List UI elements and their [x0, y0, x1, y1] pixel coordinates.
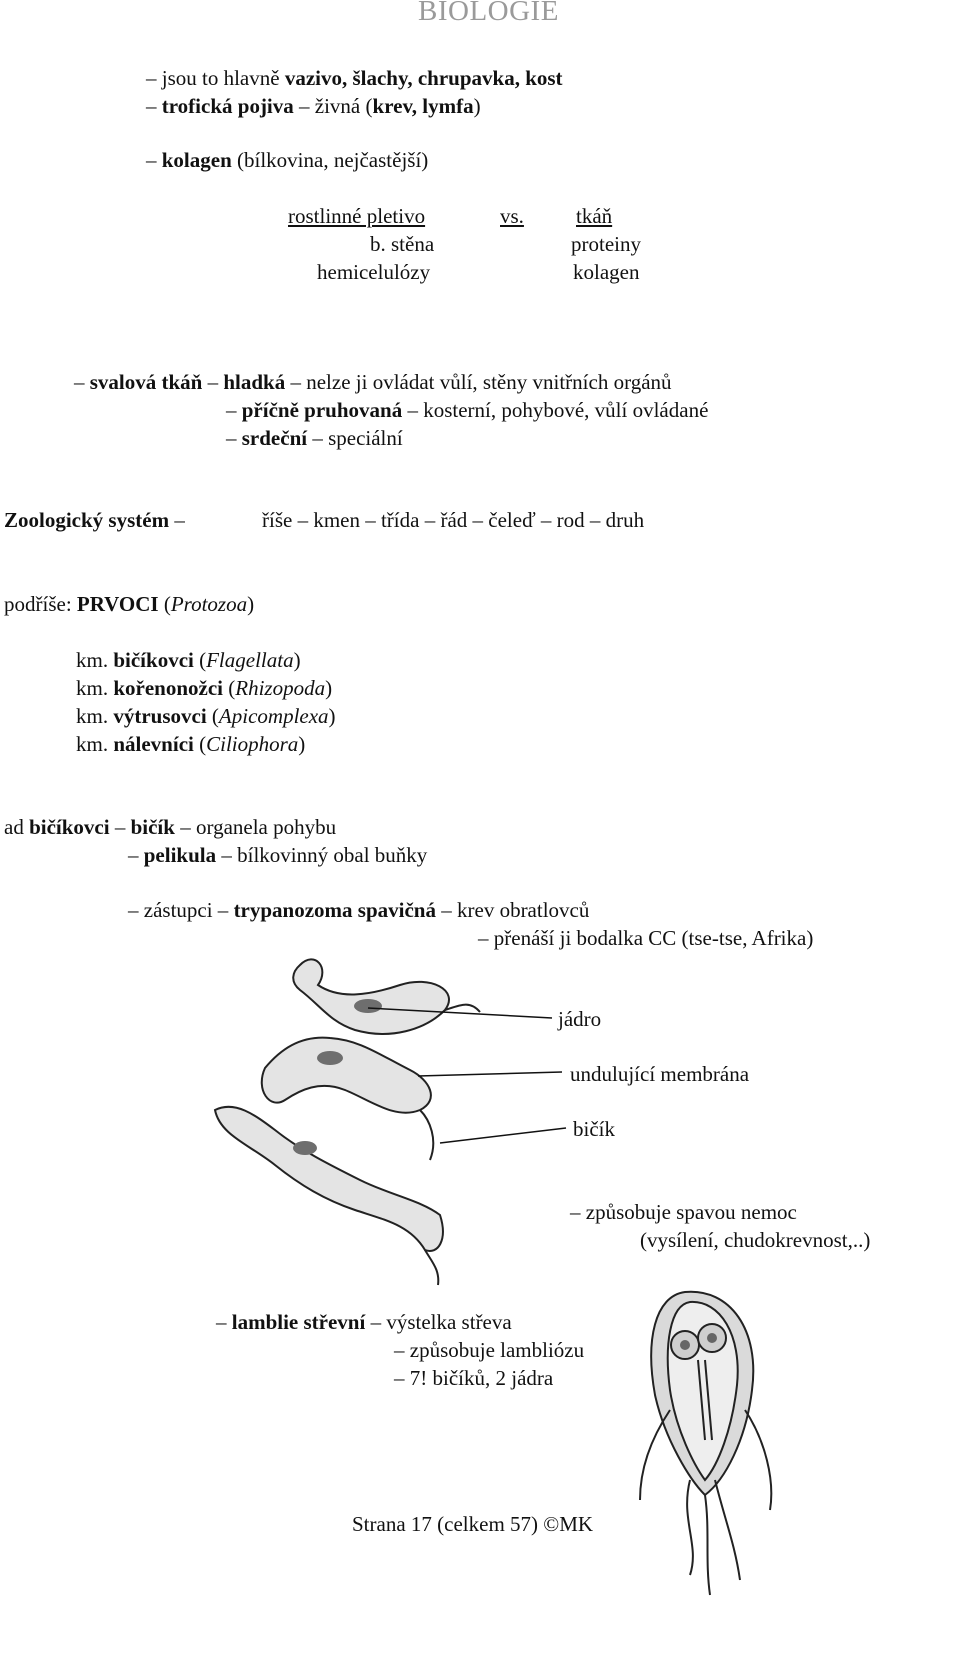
- comparison-left-header: rostlinné pletivo: [288, 204, 426, 228]
- comparison-right-2: kolagen: [573, 260, 640, 284]
- page-header: BIOLOGIE: [418, 0, 559, 27]
- label-flagellum: bičík: [573, 1117, 615, 1141]
- flagellata-line-3: – zástupci – trypanozoma spavičná – krev obratlovců: [128, 898, 590, 922]
- flagellata-line-4: – přenáší ji bodalka CC (tse-tse, Afrika): [478, 926, 814, 950]
- muscle-line-1: – svalová tkáň – hladká – nelze ji ovládat vůlí, stěny vnitřních orgánů: [74, 370, 672, 394]
- zoology-label: Zoologický systém –: [4, 508, 185, 532]
- muscle-line-2: – příčně pruhovaná – kosterní, pohybové, vůlí ovládané: [226, 398, 709, 422]
- page-footer: Strana 17 (celkem 57) ©MK: [352, 1512, 594, 1536]
- phylum-item: km. výtrusovci (Apicomplexa): [76, 704, 336, 728]
- connective-line-1: – jsou to hlavně vazivo, šlachy, chrupavka, kost: [146, 66, 563, 90]
- flagellata-line-2: – pelikula – bílkovinný obal buňky: [128, 843, 428, 867]
- comparison-left-2: hemicelulózy: [317, 260, 431, 284]
- zoology-hierarchy: říše – kmen – třída – řád – čeleď – rod – druh: [262, 508, 645, 532]
- connective-line-2: – trofická pojiva – živná (krev, lymfa): [146, 94, 481, 118]
- comparison-right-1: proteiny: [571, 232, 641, 256]
- label-membrane: undulující membrána: [570, 1062, 750, 1086]
- comparison-right-header: tkáň: [576, 204, 613, 228]
- disease-line-1: – způsobuje spavou nemoc: [570, 1200, 797, 1224]
- connective-line-3: – kolagen (bílkovina, nejčastější): [146, 148, 429, 172]
- phylum-item: km. nálevníci (Ciliophora): [76, 732, 306, 756]
- protozoa-heading: podříše: PRVOCI (Protozoa): [4, 592, 255, 616]
- flagellata-line-1: ad bičíkovci – bičík – organela pohybu: [4, 815, 337, 839]
- comparison-vs: vs.: [500, 204, 524, 228]
- phylum-item: km. kořenonožci (Rhizopoda): [76, 676, 333, 700]
- comparison-left-1: b. stěna: [370, 232, 435, 256]
- muscle-line-3: – srdeční – speciální: [226, 426, 403, 450]
- giardia-line-2: – způsobuje lambliózu: [394, 1338, 585, 1362]
- giardia-line-3: – 7! bičíků, 2 jádra: [394, 1366, 554, 1390]
- disease-line-2: (vysílení, chudokrevnost,..): [640, 1228, 871, 1252]
- label-nucleus: jádro: [558, 1007, 602, 1031]
- giardia-line-1: – lamblie střevní – výstelka střeva: [216, 1310, 512, 1334]
- phylum-item: km. bičíkovci (Flagellata): [76, 648, 301, 672]
